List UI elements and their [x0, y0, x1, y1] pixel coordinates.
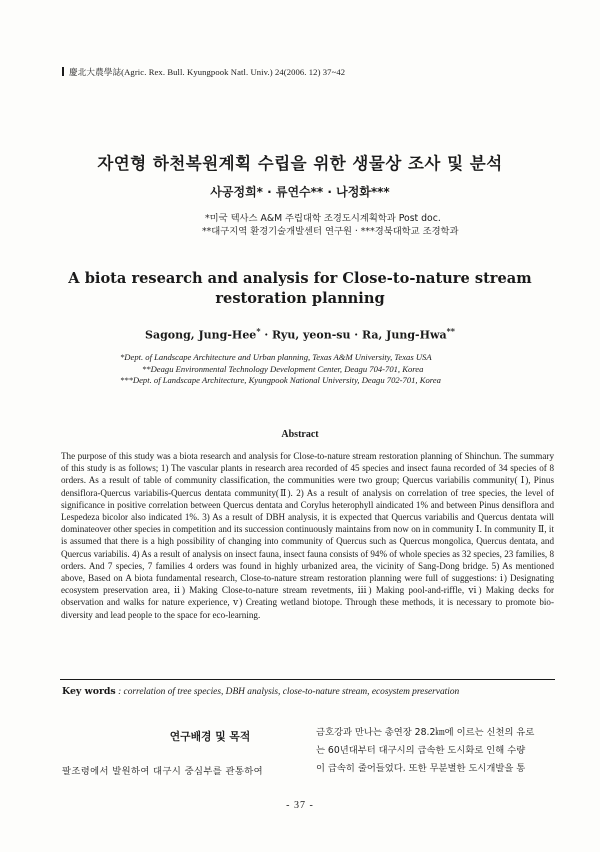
right-column-line-2: 는 60년대부터 대구시의 급속한 도시화로 인해 수량 [316, 744, 526, 756]
page-number: - 37 - [286, 800, 314, 811]
left-column-text: 팔조령에서 발원하여 대구시 중심부를 관통하여 [62, 766, 264, 777]
korean-authors: 사공정희* · 류연수** · 나정화*** [210, 185, 390, 199]
author-1-mark: * [256, 326, 261, 336]
english-affiliations [120, 352, 540, 387]
running-head-bar [62, 67, 64, 76]
keywords-label: Key words [62, 686, 116, 697]
english-title [0, 269, 600, 309]
korean-affiliation-1: *미국 텍사스 A&M 주립대학 조경도시계획학과 Post doc. [205, 213, 441, 224]
english-affiliation-2: **Deagu Environmental Technology Development Center, Deagu 704-701, Korea [142, 363, 424, 374]
author-3-mark: ** [446, 326, 455, 336]
english-affiliation-3: ***Dept. of Landscape Architecture, Kyungpook National University, Deagu 702-701, Korea [120, 375, 441, 385]
right-column-line-1: 금호강과 만나는 총연장 28.2㎞에 이르는 신천의 유로 [316, 727, 535, 738]
korean-affiliations [202, 212, 505, 238]
author-2-3-names: · Ryu, yeon-su · Ra, Jung-Hwa [260, 328, 447, 342]
right-column-text [316, 724, 556, 777]
english-authors [0, 326, 600, 342]
english-title-line-1: A biota research and analysis for Close-to-nature stream [68, 270, 532, 287]
right-column-line-3: 이 급속히 줄어들었다. 또한 무분별한 도시개발을 통 [316, 762, 526, 774]
keywords-divider [60, 679, 555, 680]
section-heading: 연구배경 및 목적 [169, 730, 251, 743]
keywords-text: : correlation of tree species, DBH analysis, close-to-nature stream, ecosystem preservation [118, 687, 460, 697]
author-1-name: Sagong, Jung-Hee [145, 328, 257, 342]
korean-affiliation-2: **대구지역 환경기술개발센터 연구원 · ***경북대학교 조경학과 [202, 226, 459, 237]
english-affiliation-1: *Dept. of Landscape Architecture and Urban planning, Texas A&M University, Texas USA [120, 352, 432, 362]
abstract-body: The purpose of this study was a biota research and analysis for Close-to-nature stream restoration planning of Shinchun. The summary of this study is as follows; 1) The vascular plants in research area recorded of 45 species and insect fauna recorded of 34 species of 8 orders. As a result of table of community classification, the communities were two group; Quercus variabilis community( Ⅰ), Pinus densiflora-Quercus variabilis-Quercus dentata community(Ⅱ). 2) As a result of analysis on correlation of tree species, the level of significance in positive correlation between Quercus dentata and Corylus heterophyll aindicated 1% and between Pinus densiflora and Lespedeza bicolor also indicated 1%. 3) As a result of DBH analysis, it is expected that Quercus variabilis and Quercus dentata will dominateover other species in competition and its succession continuously maintains from now on in community Ⅰ. In community Ⅱ, it is assumed that there is a high possibility of changing into community of Quercus such as Quercus mongolica, Quercus dentata, and Quercus variabilis. 4) As a result of analysis on insect fauna, insect fauna consists of 94% of whole species as 32 species, 23 families, 8 orders. And 7 species, 7 families 4 orders was found in highly urbanized area, the vicinity of Sang-Dong bridge. 5) As mentioned above, Based on A biota fundamental research, Close-to-nature stream restoration planning were full of suggestions: ⅰ) Designating ecosystem preservation area, ⅱ) Making Close-to-nature stream revetments, ⅲ) Making pool-and-riffle, ⅵ) Making decks for observation and walks for nature experience, ⅴ) Creating wetland biotope. Through these methods, it is necessary to promote bio-diversity and lead people to the space for eco-learning. [61, 451, 554, 620]
running-head-text: 慶北大農學誌(Agric. Rex. Bull. Kyungpook Natl. Univ.) 24(2006. 12) 37~42 [69, 67, 346, 77]
abstract-heading: Abstract [281, 429, 319, 440]
korean-title: 자연형 하천복원계획 수립을 위한 생물상 조사 및 분석 [97, 154, 503, 173]
keywords-line [62, 686, 562, 697]
english-title-line-2: restoration planning [215, 290, 385, 307]
running-head [62, 66, 345, 78]
